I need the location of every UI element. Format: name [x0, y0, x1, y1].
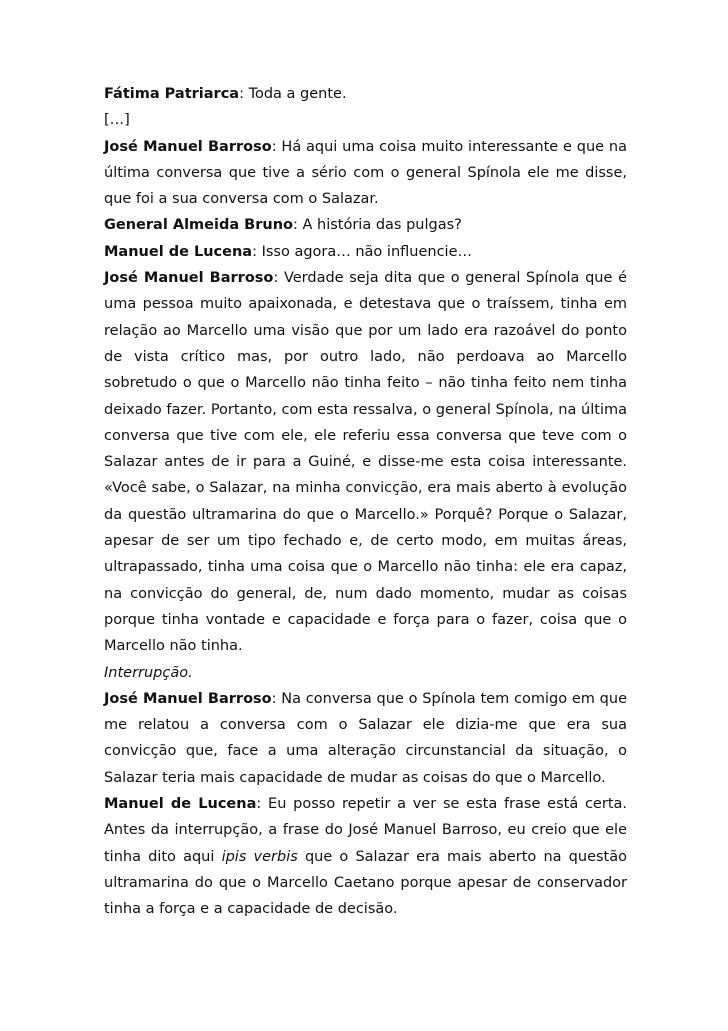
paragraph-fatima-patriarca [104, 81, 627, 107]
paragraph-interruption [104, 660, 627, 686]
speaker-name: Fátima Patriarca [104, 86, 240, 102]
speaker-name: José Manuel Barroso [104, 690, 272, 707]
speaker-name: José Manuel Barroso [104, 270, 274, 287]
speaker-separator: : [273, 270, 284, 287]
speech-text: A história das pulgas? [302, 217, 462, 234]
speech-text: Isso agora… não influencie… [261, 243, 472, 260]
paragraph-ellipsis [104, 107, 627, 133]
speech-text-continued: que o Salazar era mais aberto na questão ultramarina do que o Marcello Caetano porque apesar de conservador tinha a força e a capacidade de decisão. [104, 848, 627, 918]
transcript-page [104, 81, 627, 923]
speaker-separator: : [239, 86, 249, 102]
speech-text: Verdade seja dita que o general Spínola que é uma pessoa muito apaixonada, e detestava que o traíssem, tinha em relação ao Marcello uma visão que por um lado era razoável do ponto de vista crítico mas, por outro lado, não perdoava ao Marcello sobretudo o que o Marcello não tinha feito – não tinha feito nem tinha deixado fazer. Portanto, com esta ressalva, o general Spínola, na última conversa que tive com ele, ele referiu essa conversa que teve com o Salazar antes de ir para a Guiné, e disse-me esta coisa interessante. «Você sabe, o Salazar, na minha convicção, era mais aberto à evolução da questão ultramarina do que o Marcello.» Porquê? Porque o Salazar, apesar de ser um tipo fechado e, de certo modo, em muitas áreas, ultrapassado, tinha uma coisa que o Marcello não tinha: ele era capaz, na convicção do general, de, num dado momento, mudar as coisas porque tinha vontade e capacidade e força para o fazer, coisa que o Marcello não tinha. [104, 270, 627, 655]
omission-marker: […] [104, 112, 130, 129]
paragraph-lucena-1 [104, 239, 627, 265]
speaker-name: José Manuel Barroso [104, 138, 272, 155]
speaker-separator: : [292, 217, 303, 234]
paragraph-almeida-bruno [104, 212, 627, 238]
speaker-name: Manuel de Lucena [104, 243, 253, 260]
speech-text: Na conversa que o Spínola tem comigo em que me relatou a conversa com o Salazar ele dizia-me que era sua convicção que, face a uma alteração circunstancial da situação, o Salazar teria mais capacidade de mudar as coisas do que o Marcello. [104, 690, 627, 786]
speaker-separator: : [271, 690, 282, 707]
latin-phrase: ipis verbis [221, 848, 298, 865]
speech-text: Eu posso repetir a ver se esta frase está certa. Antes da interrupção, a frase do José Manuel Barroso, eu creio que ele tinha dito aqui [104, 796, 627, 865]
paragraph-barroso-2 [104, 265, 627, 659]
speech-text: Toda a gente. [248, 86, 347, 102]
speaker-separator: : [252, 243, 262, 260]
speaker-name: General Almeida Bruno [104, 217, 293, 234]
paragraph-barroso-1 [104, 134, 627, 213]
paragraph-lucena-2 [104, 791, 627, 922]
stage-direction: Interrupção. [104, 664, 193, 681]
paragraph-barroso-3 [104, 686, 627, 791]
speaker-name: Manuel de Lucena [104, 796, 257, 813]
speaker-separator: : [256, 796, 269, 813]
speech-text: Há aqui uma coisa muito interessante e que na última conversa que tive a sério com o general Spínola ele me disse, que foi a sua conversa com o Salazar. [104, 138, 627, 208]
speaker-separator: : [271, 138, 282, 155]
